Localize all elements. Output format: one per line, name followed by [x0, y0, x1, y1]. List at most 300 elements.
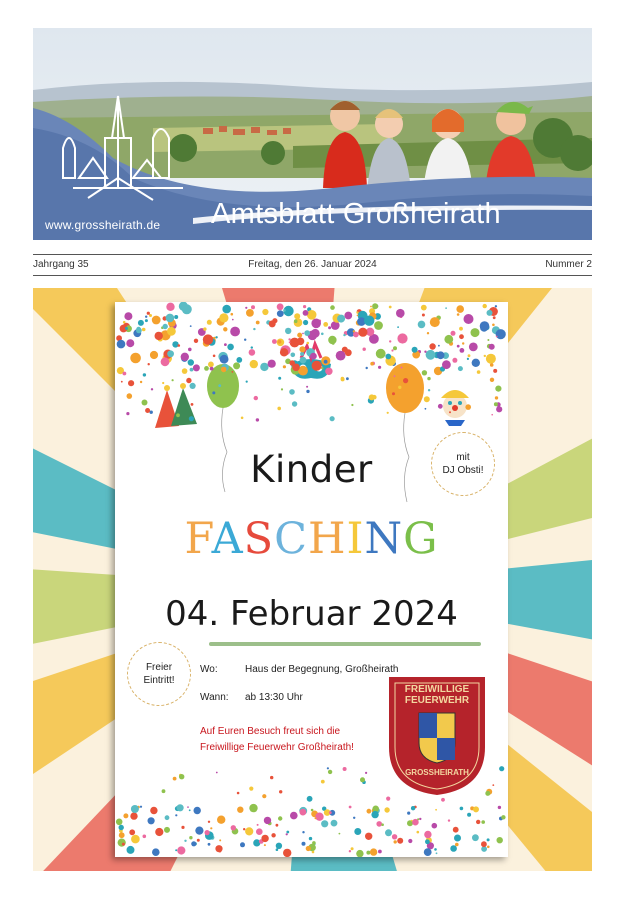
- confetti-dot: [499, 766, 504, 771]
- confetti-dot: [325, 368, 332, 375]
- confetti-dot: [175, 849, 177, 851]
- confetti-dot: [292, 364, 300, 372]
- fasching-letter: N: [364, 514, 404, 564]
- confetti-dot: [421, 305, 427, 311]
- confetti-dot: [155, 332, 163, 340]
- confetti-dot: [277, 310, 284, 317]
- confetti-dot: [145, 319, 148, 322]
- confetti-dot: [300, 809, 307, 816]
- confetti-dot: [272, 339, 277, 344]
- confetti-dot: [418, 321, 426, 329]
- confetti-dot: [451, 331, 456, 336]
- confetti-dot: [311, 319, 321, 329]
- confetti-dot: [303, 305, 306, 308]
- confetti-dot: [464, 314, 474, 324]
- poster-background: [33, 288, 592, 871]
- confetti-dot: [130, 812, 137, 819]
- confetti-dot: [459, 327, 463, 331]
- fasching-letter: C: [274, 514, 309, 564]
- confetti-dot: [501, 815, 505, 819]
- confetti-dot: [302, 333, 304, 335]
- confetti-dot: [216, 772, 218, 774]
- confetti-dot: [465, 404, 471, 410]
- confetti-dot: [231, 825, 236, 830]
- confetti-dot: [283, 365, 286, 368]
- confetti-dot: [424, 848, 432, 856]
- confetti-dot: [351, 847, 354, 850]
- confetti-dot: [222, 305, 231, 314]
- confetti-dot: [408, 839, 412, 843]
- confetti-dot: [398, 386, 401, 389]
- confetti-dot: [438, 404, 443, 409]
- confetti-dot: [164, 827, 170, 833]
- confetti-dot: [311, 809, 314, 812]
- confetti-dot: [341, 377, 344, 380]
- confetti-dot: [495, 396, 498, 399]
- confetti-dot: [148, 817, 155, 824]
- confetti-dot: [278, 377, 281, 380]
- confetti-dot: [307, 342, 310, 345]
- confetti-dot: [215, 845, 222, 852]
- confetti-dot: [208, 843, 211, 846]
- confetti-dot: [278, 340, 282, 344]
- confetti-dot: [484, 355, 486, 357]
- confetti-dot: [162, 789, 166, 793]
- confetti-dot: [251, 346, 253, 348]
- fasching-letter: I: [346, 514, 365, 564]
- free-entry-line2: Eintritt!: [143, 675, 175, 686]
- confetti-dot: [181, 826, 184, 829]
- confetti-dot: [441, 798, 445, 802]
- confetti-dot: [363, 348, 366, 351]
- confetti-dot: [426, 350, 436, 360]
- confetti-dot: [166, 303, 174, 311]
- dj-note-line1: mit: [456, 452, 470, 463]
- confetti-dot: [123, 813, 128, 818]
- confetti-dot: [454, 835, 461, 842]
- confetti-dot: [140, 806, 142, 808]
- confetti-dot: [177, 846, 185, 854]
- confetti-dot: [176, 413, 180, 417]
- confetti-dot: [453, 827, 459, 833]
- event-poster: [115, 302, 508, 857]
- confetti-dot: [412, 819, 419, 826]
- confetti-dot: [286, 833, 288, 835]
- confetti-dot: [387, 412, 389, 414]
- confetti-dot: [223, 327, 227, 331]
- confetti-dot: [175, 814, 177, 816]
- confetti-dot: [241, 417, 244, 420]
- confetti-dot: [435, 809, 437, 811]
- confetti-dot: [374, 321, 383, 330]
- confetti-dot: [471, 328, 480, 337]
- confetti-dot: [394, 840, 397, 843]
- confetti-dot: [303, 320, 308, 325]
- confetti-dot: [246, 309, 254, 317]
- confetti-dot: [304, 330, 310, 336]
- confetti-dot: [307, 310, 317, 320]
- confetti-dot: [145, 316, 147, 318]
- confetti-dot: [344, 312, 352, 320]
- confetti-dot: [286, 831, 289, 834]
- confetti-dot: [165, 815, 170, 820]
- confetti-dot: [118, 839, 126, 847]
- confetti-dot: [245, 307, 247, 309]
- confetti-dot: [256, 321, 260, 325]
- confetti-dot: [187, 806, 189, 808]
- confetti-dot: [401, 367, 403, 369]
- confetti-dot: [315, 817, 317, 819]
- confetti-dot: [253, 328, 255, 330]
- confetti-dot: [306, 846, 311, 851]
- welcome-message: [200, 724, 354, 756]
- confetti-dot: [493, 369, 497, 373]
- confetti-dot: [450, 845, 457, 852]
- confetti-dot: [150, 807, 157, 814]
- confetti-dot: [321, 820, 328, 827]
- confetti-dot: [182, 368, 188, 374]
- confetti-dot: [302, 831, 304, 833]
- confetti-dot: [204, 366, 209, 371]
- confetti-dot: [130, 353, 141, 364]
- confetti-dot: [310, 353, 317, 360]
- confetti-dot: [271, 833, 275, 837]
- confetti-dot: [194, 339, 198, 343]
- confetti-dot: [483, 304, 487, 308]
- confetti-dot: [356, 850, 363, 857]
- confetti-dot: [142, 400, 148, 406]
- confetti-dot: [289, 341, 291, 343]
- confetti-dot: [256, 418, 259, 421]
- confetti-dot: [278, 816, 282, 820]
- confetti-dot: [365, 772, 367, 774]
- confetti-dot: [276, 843, 282, 849]
- confetti-dot: [210, 827, 212, 829]
- confetti-dot: [190, 325, 192, 327]
- confetti-dot: [449, 411, 451, 413]
- confetti-dot: [370, 848, 377, 855]
- confetti-dot: [436, 852, 438, 854]
- confetti-dot: [448, 819, 450, 821]
- confetti-dot: [427, 377, 430, 380]
- confetti-dot: [371, 811, 378, 818]
- confetti-dot: [264, 817, 271, 824]
- confetti-dot: [365, 833, 372, 840]
- confetti-dot: [213, 355, 216, 358]
- confetti-dot: [126, 339, 134, 347]
- when-label: Wann:: [200, 692, 229, 703]
- confetti-dot: [152, 316, 161, 325]
- confetti-dot: [366, 367, 368, 369]
- when-value: ab 13:30 Uhr: [245, 692, 303, 703]
- confetti-dot: [393, 346, 397, 350]
- confetti-dot: [172, 341, 178, 347]
- fasching-letter: F: [184, 514, 212, 564]
- confetti-dot: [124, 312, 132, 320]
- confetti-dot: [297, 333, 302, 338]
- confetti-dot: [480, 324, 488, 332]
- confetti-dot: [391, 349, 393, 351]
- confetti-dot: [376, 821, 382, 827]
- confetti-dot: [155, 828, 163, 836]
- confetti-dot: [190, 383, 196, 389]
- confetti-dot: [221, 367, 227, 373]
- confetti-dot: [455, 843, 459, 847]
- issue-date: Freitag, den 26. Januar 2024: [248, 259, 377, 270]
- confetti-dot: [250, 360, 258, 368]
- confetti-dot: [462, 342, 464, 344]
- confetti-dot: [411, 806, 415, 810]
- confetti-dot: [217, 816, 225, 824]
- confetti-dot: [434, 848, 437, 851]
- badge-line-top: FREIWILLIGE: [404, 684, 470, 695]
- confetti-dot: [303, 310, 309, 316]
- confetti-dot: [189, 809, 191, 811]
- confetti-dot: [138, 320, 144, 326]
- welcome-line1: Auf Euren Besuch freut sich die: [200, 726, 341, 737]
- separator-line: [209, 642, 481, 646]
- where-value: Haus der Begegnung, Großheirath: [245, 664, 399, 675]
- confetti-dot: [389, 306, 392, 309]
- confetti-dot: [343, 334, 345, 336]
- confetti-dot: [496, 336, 498, 338]
- issue-number: Nummer 2: [545, 259, 592, 270]
- badge-top-text: [389, 684, 485, 706]
- confetti-dot: [437, 351, 445, 359]
- confetti-dot: [150, 351, 158, 359]
- confetti-dot: [140, 381, 142, 383]
- confetti-dot: [306, 390, 309, 393]
- confetti-dot: [330, 416, 335, 421]
- confetti-dot: [203, 334, 213, 344]
- where-label: Wo:: [200, 664, 218, 675]
- confetti-dot: [136, 327, 141, 332]
- confetti-dot: [189, 836, 192, 839]
- confetti-dot: [291, 353, 296, 358]
- confetti-dot: [445, 307, 447, 309]
- confetti-dot: [179, 302, 188, 311]
- confetti-dot: [372, 303, 378, 309]
- confetti-dot: [236, 357, 242, 363]
- confetti-dot: [197, 839, 200, 842]
- confetti-dot: [487, 339, 489, 341]
- confetti-dot: [142, 328, 146, 332]
- poster-title-kinder: Kinder: [250, 448, 373, 491]
- issue-line: [33, 254, 592, 276]
- confetti-dot: [179, 774, 184, 779]
- confetti-dot: [256, 828, 263, 835]
- confetti-dot: [306, 386, 308, 388]
- confetti-dot: [307, 796, 313, 802]
- confetti-dot: [210, 367, 214, 371]
- confetti-dot: [123, 321, 126, 324]
- confetti-dot: [205, 830, 210, 835]
- confetti-dot: [351, 404, 353, 406]
- confetti-dot: [392, 392, 395, 395]
- confetti-dot: [385, 354, 391, 360]
- confetti-dot: [457, 313, 460, 316]
- confetti-dot: [147, 312, 150, 315]
- confetti-dot: [323, 322, 328, 327]
- confetti-dot: [460, 807, 464, 811]
- confetti-dot: [321, 780, 325, 784]
- confetti-dot: [161, 357, 170, 366]
- confetti-dot: [438, 345, 440, 347]
- confetti-dot: [251, 305, 255, 309]
- confetti-dot: [392, 834, 397, 839]
- confetti-dot: [220, 355, 229, 364]
- confetti-dot: [128, 380, 134, 386]
- confetti-dot: [262, 794, 266, 798]
- confetti-dot: [289, 389, 295, 395]
- confetti-dot: [219, 839, 221, 841]
- confetti-dot: [194, 807, 201, 814]
- confetti-dot: [300, 352, 304, 356]
- confetti-dot: [232, 371, 234, 373]
- confetti-dot: [193, 364, 200, 371]
- confetti-dot: [419, 818, 421, 820]
- confetti-dot: [191, 403, 194, 406]
- confetti-dot: [245, 827, 253, 835]
- confetti-dot: [119, 832, 125, 838]
- confetti-dot: [386, 797, 390, 801]
- confetti-dot: [208, 821, 210, 823]
- confetti-dot: [240, 842, 245, 847]
- party-hat-icon: [155, 383, 197, 428]
- confetti-dot: [477, 370, 481, 374]
- confetti-dot: [394, 375, 396, 377]
- confetti-dot: [425, 408, 427, 410]
- confetti-dot: [366, 851, 370, 855]
- confetti-dot: [336, 351, 346, 361]
- confetti-dot: [129, 829, 135, 835]
- confetti-dot: [328, 326, 331, 329]
- confetti-dot: [277, 407, 281, 411]
- confetti-dot: [237, 792, 240, 795]
- confetti-dot: [213, 337, 215, 339]
- confetti-dot: [472, 834, 479, 841]
- dj-note-circle: [431, 432, 495, 496]
- confetti-dot: [329, 811, 332, 814]
- confetti-dot: [131, 835, 140, 844]
- free-entry-line1: Freier: [145, 662, 173, 673]
- confetti-dot: [397, 333, 407, 343]
- confetti-dot: [262, 309, 268, 315]
- confetti-dot: [309, 837, 312, 840]
- clown-face-icon: [441, 390, 469, 426]
- confetti-dot: [384, 807, 389, 812]
- confetti-dot: [260, 363, 268, 371]
- confetti-dot: [357, 315, 359, 317]
- confetti-dot: [425, 839, 430, 844]
- confetti-dot: [432, 823, 438, 829]
- confetti-dot: [268, 360, 276, 368]
- confetti-dot: [339, 833, 341, 835]
- confetti-dot: [422, 370, 427, 375]
- confetti-dot: [367, 809, 372, 814]
- masthead-title: Amtsblatt Großheirath: [211, 198, 501, 230]
- confetti-dot: [467, 813, 471, 817]
- badge-line-middle: FEUERWEHR: [404, 695, 470, 706]
- confetti-dot: [208, 362, 214, 368]
- confetti-dot: [381, 823, 384, 826]
- confetti-dot: [495, 386, 501, 392]
- issue-volume: Jahrgang 35: [33, 259, 89, 270]
- confetti-dot: [227, 344, 234, 351]
- confetti-dot: [290, 812, 298, 820]
- confetti-dot: [283, 849, 291, 857]
- confetti-dot: [378, 366, 381, 369]
- confetti-dot: [294, 319, 298, 323]
- confetti-dot: [312, 851, 315, 854]
- confetti-dot: [353, 332, 359, 338]
- confetti-dot: [353, 817, 355, 819]
- confetti-dot: [456, 305, 464, 313]
- confetti-dot: [203, 327, 206, 330]
- confetti-dot: [411, 820, 413, 822]
- confetti-dot: [121, 381, 123, 383]
- confetti-dot: [327, 767, 329, 769]
- confetti-dot: [497, 837, 503, 843]
- confetti-dot: [457, 345, 460, 348]
- confetti-dot: [481, 841, 487, 847]
- masthead-banner: [33, 28, 592, 240]
- confetti-dot: [491, 414, 493, 416]
- confetti-dot: [117, 340, 126, 349]
- confetti-dot: [167, 350, 174, 357]
- confetti-dot: [424, 831, 431, 838]
- confetti-dot: [152, 848, 160, 856]
- confetti-dot: [490, 378, 494, 382]
- confetti-dot: [244, 339, 246, 341]
- confetti-dot: [127, 393, 133, 399]
- confetti-dot: [492, 324, 495, 327]
- confetti-dot: [237, 807, 243, 813]
- confetti-dot: [442, 360, 451, 369]
- confetti-dot: [302, 842, 306, 846]
- confetti-dot: [467, 358, 469, 360]
- confetti-dot: [188, 359, 194, 365]
- confetti-dot: [498, 806, 501, 809]
- confetti-dot: [328, 336, 336, 344]
- confetti-dot: [349, 850, 351, 852]
- confetti-dot: [324, 360, 328, 364]
- confetti-dot: [173, 777, 177, 781]
- site-url: www.grossheirath.de: [45, 218, 161, 232]
- confetti-dot: [174, 315, 178, 319]
- confetti-dot: [312, 361, 322, 371]
- confetti-dot: [311, 329, 320, 338]
- confetti-dot: [264, 844, 266, 846]
- confetti-dot: [459, 334, 464, 339]
- confetti-dot: [376, 349, 386, 359]
- confetti-dot: [496, 329, 506, 339]
- confetti-dot: [190, 368, 194, 372]
- confetti-dot: [119, 825, 124, 830]
- confetti-dot: [331, 820, 338, 827]
- fasching-letter: S: [243, 514, 275, 564]
- confetti-dot: [195, 827, 203, 835]
- confetti-dot: [430, 317, 440, 327]
- confetti-dot: [349, 806, 352, 809]
- confetti-dot: [496, 406, 502, 412]
- confetti-dot: [485, 791, 490, 796]
- confetti-dot: [473, 806, 479, 812]
- confetti-dot: [127, 846, 135, 854]
- confetti-dot: [249, 787, 253, 791]
- confetti-dot: [299, 346, 305, 352]
- confetti-dot: [354, 828, 361, 835]
